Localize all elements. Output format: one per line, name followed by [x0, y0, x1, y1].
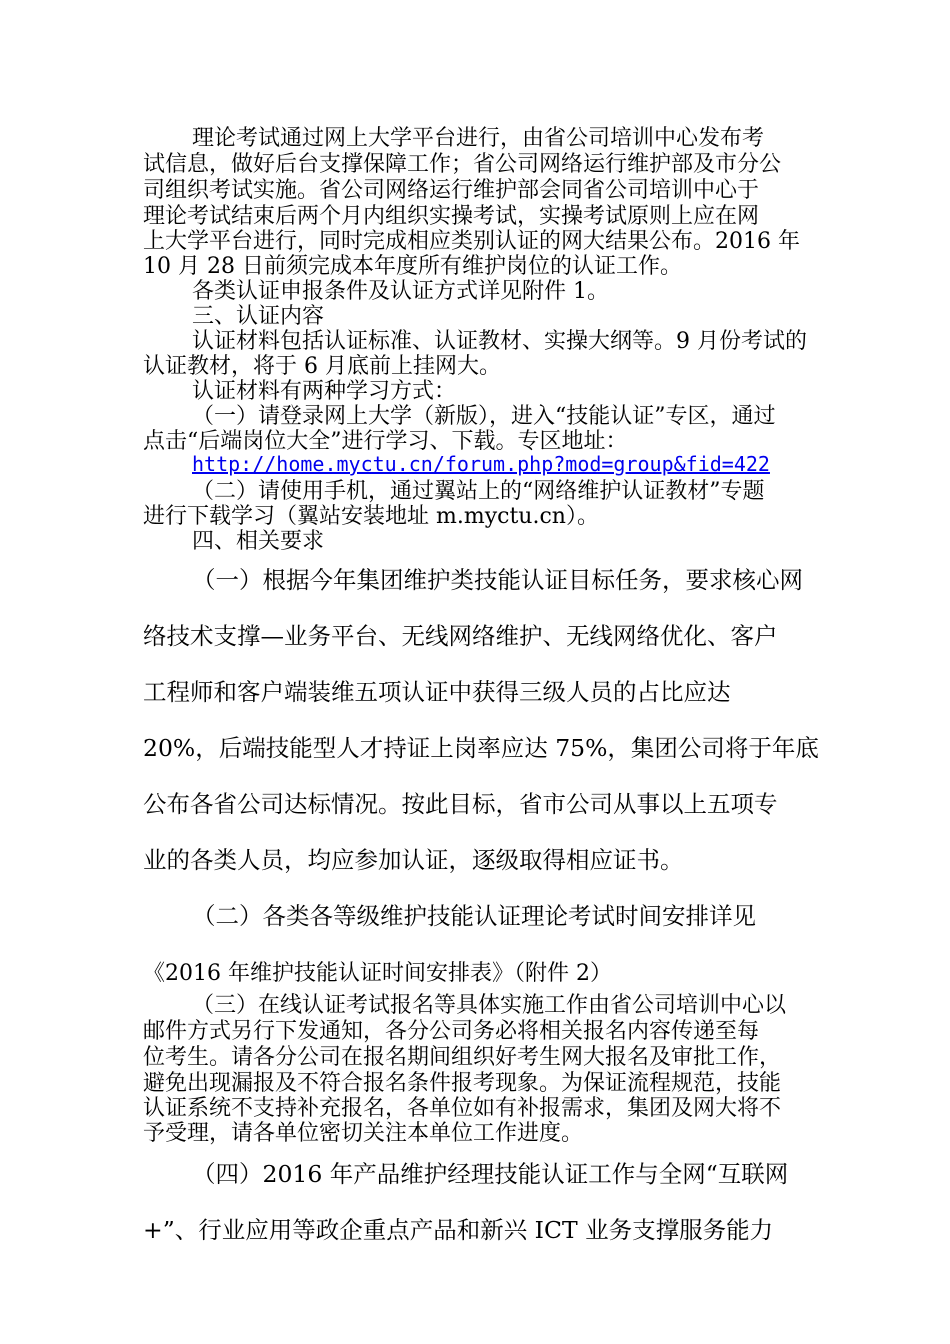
paragraph-1-line-4: 理论考试结束后两个月内组织实操考试，实操考试原则上应在网: [143, 204, 760, 229]
paragraph-9-line-4: 避免出现漏报及不符合报名条件报考现象。为保证流程规范，技能: [143, 1071, 782, 1096]
paragraph-8-line-1: （二）各类各等级维护技能认证理论考试时间安排详见: [192, 902, 756, 930]
paragraph-4: 认证材料有两种学习方式：: [192, 379, 457, 404]
paragraph-6-line-2: 进行下载学习（翼站安装地址 m.myctu.cn）。: [143, 504, 599, 529]
paragraph-1-line-3: 司组织考试实施。省公司网络运行维护部会同省公司培训中心于: [143, 178, 760, 203]
paragraph-1-line-2: 试信息，做好后台支撑保障工作；省公司网络运行维护部及市分公: [143, 152, 782, 177]
paragraph-7-line-2: 络技术支撑—业务平台、无线网络维护、无线网络优化、客户: [143, 622, 778, 650]
paragraph-1-line-5: 上大学平台进行，同时完成相应类别认证的网大结果公布。2016 年: [143, 229, 800, 254]
paragraph-9-line-3: 位考生。请各分公司在报名期间组织好考生网大报名及审批工作，: [143, 1045, 782, 1070]
paragraph-5-line-2: 点击“后端岗位大全”进行学习、下载。专区地址：: [143, 429, 628, 454]
paragraph-1-line-6: 10 月 28 日前须完成本年度所有维护岗位的认证工作。: [143, 254, 682, 279]
paragraph-6-line-1: （二）请使用手机，通过翼站上的“网络维护认证教材”专题: [192, 479, 765, 504]
paragraph-7-line-1: （一）根据今年集团维护类技能认证目标任务，要求核心网: [192, 566, 803, 594]
forum-link[interactable]: http://home.myctu.cn/forum.php?mod=group&fid=422: [192, 452, 770, 476]
paragraph-8-line-2: 《2016 年维护技能认证时间安排表》（附件 2）: [143, 961, 612, 986]
paragraph-5-line-1: （一）请登录网上大学（新版），进入“技能认证”专区，通过: [192, 404, 776, 429]
paragraph-10-line-2: +”、行业应用等政企重点产品和新兴 ICT 业务支撑服务能力: [143, 1216, 774, 1244]
paragraph-7-line-5: 公布各省公司达标情况。按此目标，省市公司从事以上五项专: [143, 790, 778, 818]
section-heading-3: 三、认证内容: [192, 304, 325, 329]
paragraph-9-line-1: （三）在线认证考试报名等具体实施工作由省公司培训中心以: [192, 993, 787, 1018]
paragraph-3-line-2: 认证教材，将于 6 月底前上挂网大。: [143, 354, 501, 379]
paragraph-9-line-2: 邮件方式另行下发通知，各分公司务必将相关报名内容传递至每: [143, 1019, 760, 1044]
paragraph-7-line-6: 业的各类人员，均应参加认证，逐级取得相应证书。: [143, 846, 684, 874]
paragraph-10-line-1: （四）2016 年产品维护经理技能认证工作与全网“互联网: [192, 1160, 789, 1188]
paragraph-3-line-1: 认证材料包括认证标准、认证教材、实操大纲等。9 月份考试的: [192, 329, 807, 354]
paragraph-7-line-3: 工程师和客户端装维五项认证中获得三级人员的占比应达: [143, 678, 731, 706]
paragraph-2: 各类认证申报条件及认证方式详见附件 1。: [192, 279, 609, 304]
paragraph-7-line-4: 20%，后端技能型人才持证上岗率应达 75%，集团公司将于年底: [143, 734, 819, 762]
paragraph-9-line-6: 予受理，请各单位密切关注本单位工作进度。: [143, 1121, 584, 1146]
paragraph-1-line-1: 理论考试通过网上大学平台进行，由省公司培训中心发布考: [192, 126, 765, 151]
paragraph-9-line-5: 认证系统不支持补充报名，各单位如有补报需求，集团及网大将不: [143, 1096, 782, 1121]
section-heading-4: 四、相关要求: [192, 529, 325, 554]
